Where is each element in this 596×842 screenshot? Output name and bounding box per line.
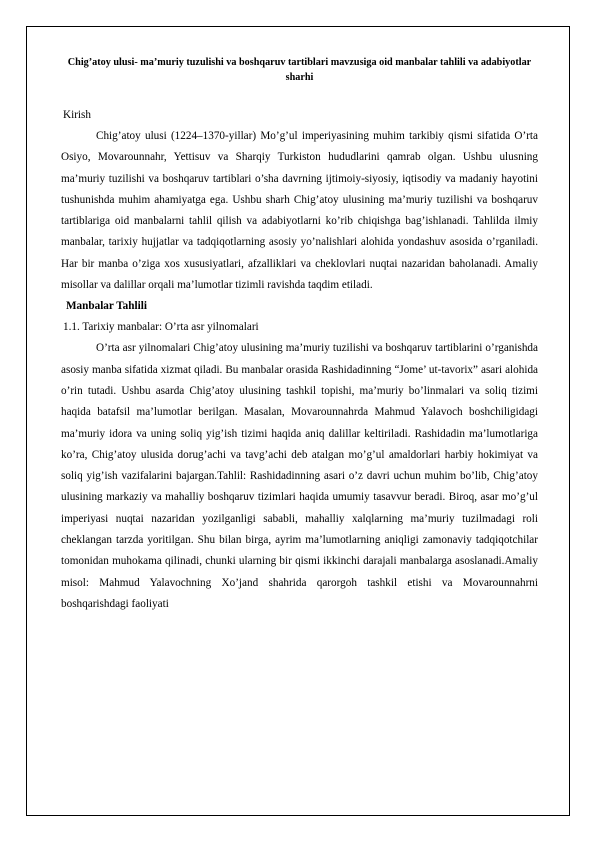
sources-paragraph: O’rta asr yilnomalari Chig’atoy ulusining ma’muriy tuzilishi va boshqaruv tartiblarini o’rganishda asosiy manba sifatida xizmat qiladi. Bu manbalar orasida Rashidadinning “Jome’ ut-tavorix” asari alohida o’rin tutadi. Ushbu asarda Chig’atoy ulusining tashkil topishi, ma’muriy bo’linmalari va soliq tizimi haqida batafsil ma’lumotlar berilgan. Masalan, Movarounnahrda Mahmud Yalavoch boshchiligidagi ma’muriy idora va uning soliq yig’ish tizimi haqida aniq dalillar keltiriladi. Rashidadin ma’lumotlariga ko’ra, Chig’atoy ulusida dorug’achi va tavg’achi deb atalgan mo’g’ul amaldorlari harbiy hokimiyat va soliq yig’ish vazifalarini bajargan.Tahlil: Rashidadinning asari o’z davri uchun muhim bo’lib, Chig’atoy ulusining markaziy va mahalliy boshqaruv tizimlari haqida umumiy tasavvur beradi. Biroq, asar mo’g’ul imperiyasi nuqtai nazaridan yozilganligi sababli, mahalliy xalqlarning ma’muriy tuzilmadagi roli cheklangan tarzda yoritilgan. Shu bilan birga, ayrim ma’lumotlarning aniqligi zamonaviy tadqiqotchilar tomonidan muhokama qilinadi, chunki ularning bir qismi ikkinchi darajali manbalarga asoslanadi.Amaliy misol: Mahmud Yalavochning Xo’jand shahrida qarorgoh tashkil etishi va Movarounnahrni boshqarishdagi faoliyati: [61, 342, 538, 610]
subsection-heading: 1.1. Tarixiy manbalar: O’rta asr yilnomalari: [63, 321, 259, 334]
document-title: Chig’atoy ulusi- ma’muriy tuzulishi va boshqaruv tartiblari mavzusiga oid manbalar tahlili va adabiyotlar sharhi: [67, 57, 532, 83]
section-heading-intro: Kirish: [63, 109, 91, 121]
intro-paragraph: Chig’atoy ulusi (1224–1370-yillar) Mo’g’ul imperiyasining muhim tarkibiy qismi sifatida O’rta Osiyo, Movarounnahr, Yettisuv va Sharqiy Turkiston hududlarini qamrab olgan. Ushbu ulusning ma’muriy tuzilishi va boshqaruv tartiblari o’sha davrning ijtimoiy-siyosiy, iqtisodiy va madaniy hayotini tushunishda muhim ahamiyatga ega. Ushbu sharh Chig’atoy ulusining ma’muriy tuzilishi va boshqaruv tartiblariga oid manbalarni tahlil qilish va adabiyotlarni ko’rib chiqishga bag’ishlanadi. Tahlilda ilmiy manbalar, tarixiy hujjatlar va tadqiqotlarning asosiy yo’nalishlari alohida yondashuv asosida o’rganiladi. Har bir manba o’ziga xos xususiyatlari, afzalliklari va cheklovlari nuqtai nazaridan baholanadi. Amaliy misollar va dalillar orqali ma’lumotlar tizimli ravishda taqdim etiladi.: [61, 130, 538, 292]
document-page: [26, 26, 570, 816]
section-heading-sources: Manbalar Tahlili: [66, 300, 147, 313]
document-content: [61, 55, 538, 615]
